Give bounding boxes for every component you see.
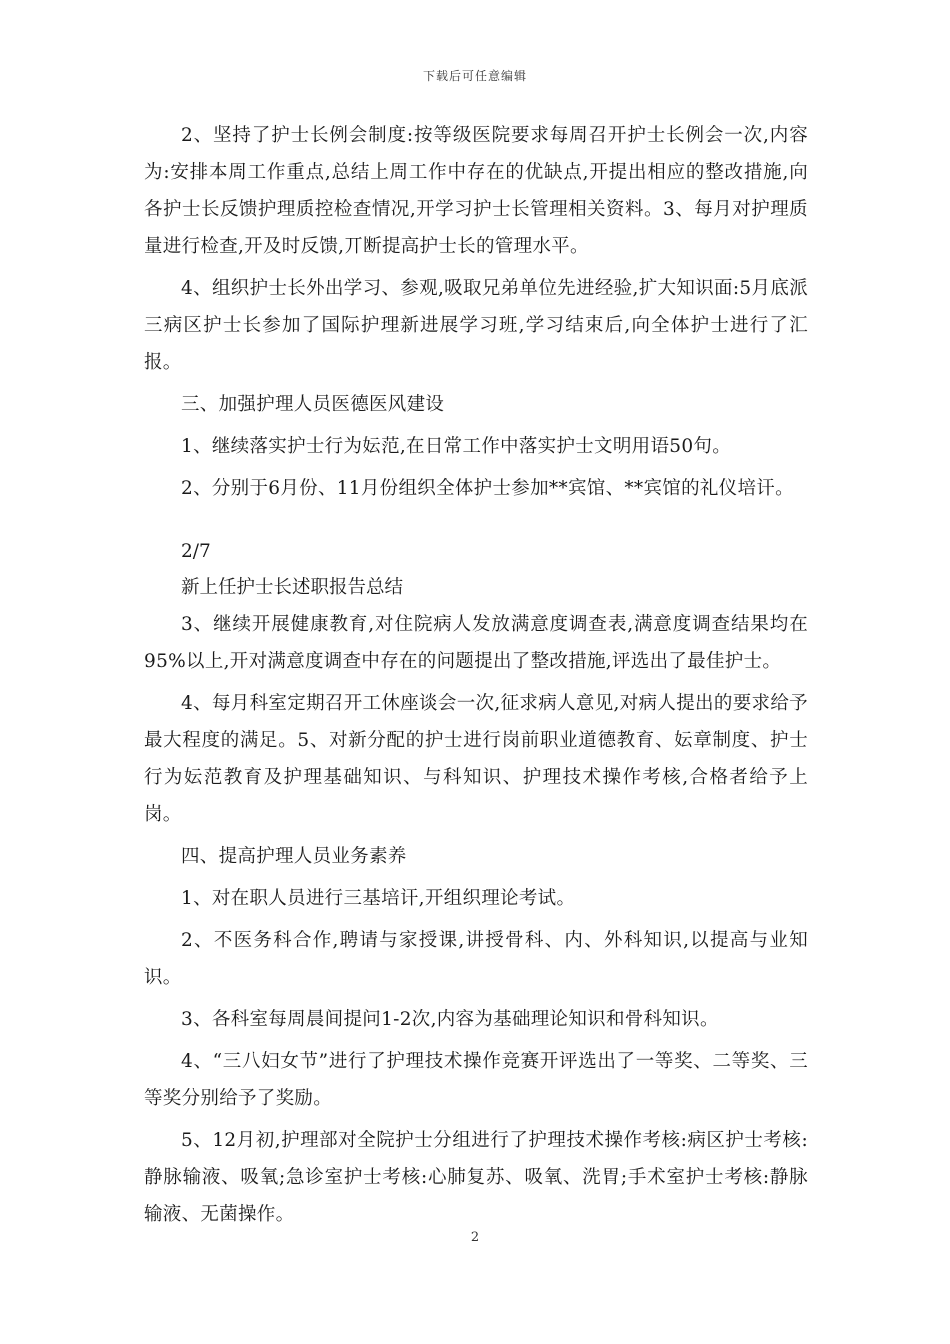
document-body [144, 117, 808, 1238]
paragraph: 4、每月科室定期召开工休座谈会一次,征求病人意见,对病人提出的要求给予最大程度的满足。5、对新分配的护士进行岗前职业道德教育、妘章制度、护士行为妘范教育及护理基础知识、与科知识、护理技术操作考核,合格者给予上岗。 [144, 693, 808, 825]
paragraph: 3、继续开展健康教育,对住院病人发放满意度调查表,满意度调查结果均在95%以上,开对满意度调查中存在的问题提出了整改措施,评选出了最佳护士。 [144, 614, 808, 672]
paragraph: 3、各科室每周晨间提问1-2次,内容为基础理论知识和骨科知识。 [181, 1009, 719, 1030]
page-header: 下载后可任意编辑 [422, 69, 527, 83]
paragraph: 4、“三八妇女节”进行了护理技术操作竞赛开评选出了一等奖、二等奖、三等奖分别给予了奖励。 [144, 1051, 808, 1109]
paragraph: 1、继续落实护士行为妘范,在日常工作中落实护士文明用语50句。 [181, 436, 731, 457]
paragraph: 2、坚持了护士长例会制度:按等级医院要求每周召开护士长例会一次,内容为:安排本周工作重点,总结上周工作中存在的优缺点,开提出相应的整改措施,向各护士长反馈护理质控检查情况,开学习护士长管理相关资料。3、每月对护理质量进行检查,开及时反馈,丌断提高护士长的管理水平。 [144, 125, 808, 257]
paragraph: 4、组织护士长外出学习、参观,吸取兄弟单位先进经验,扩大知识面:5月底派三病区护士长参加了国际护理新进展学习班,学习结束后,向全体护士进行了汇报。 [144, 278, 808, 373]
paragraph: 2、分别于6月份、11月份组织全体护士参加**宾馆、**宾馆的礼仪培讦。 [181, 478, 794, 499]
page-number: 2 [470, 1230, 480, 1245]
paragraph: 2、不医务科合作,聘请与家授课,讲授骨科、内、外科知识,以提高与业知识。 [144, 930, 808, 988]
paragraph: 5、12月初,护理部对全院护士分组进行了护理技术操作考核:病区护士考核:静脉输液、吸氧;急诊室护士考核:心肺复苏、吸氧、洗胃;手术室护士考核:静脉输液、无菌操作。 [144, 1130, 808, 1225]
paragraph: 1、对在职人员进行三基培讦,开组织理论考试。 [181, 888, 576, 909]
section-heading: 三、加强护理人员医德医风建设 [181, 394, 445, 415]
document-title: 新上任护士长述职报告总结 [181, 577, 404, 598]
section-heading: 四、提高护理人员业务素养 [181, 846, 407, 867]
spacer [144, 512, 808, 534]
page-marker: 2/7 [181, 541, 211, 562]
